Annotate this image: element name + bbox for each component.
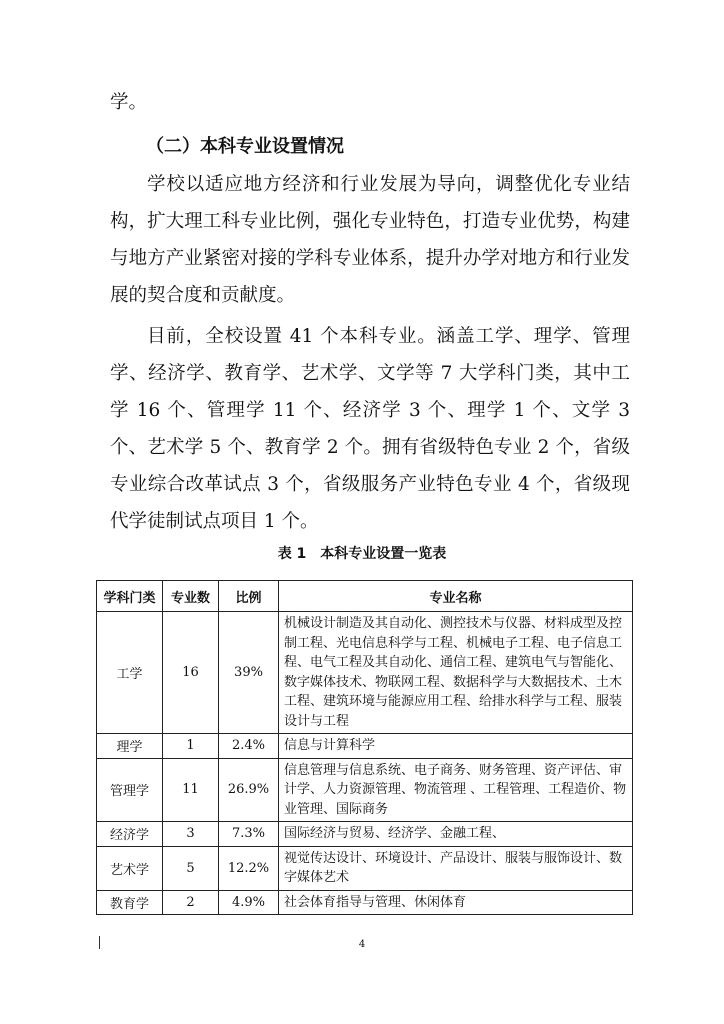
ratio-cell: 7.3% [219, 822, 279, 847]
table-row [97, 612, 633, 734]
count-cell: 2 [163, 890, 219, 915]
majors-cell: 机械设计制造及其自动化、测控技术与仪器、材料成型及控制工程、光电信息科学与工程、机械电子工程、电子信息工程、电气工程及其自动化、通信工程、建筑电气与智能化、数字媒体技术、物联网工程、数据科学与大数据技术、土木工程、建筑环境与能源应用工程、给排水科学与工程、服装设计与工程 [279, 612, 633, 734]
count-cell: 1 [163, 734, 219, 759]
ratio-cell: 39% [219, 612, 279, 734]
paragraph-current-majors: 目前，全校设置 41 个本科专业。涵盖工学、理学、管理学、经济学、教育学、艺术学、文学等 7 大学科门类，其中工学 16 个、管理学 11 个、经济学 3 个、理学 1 个、文学 3 个、艺术学 5 个、教育学 2 个。拥有省级特色专业 2 个，省级专业综合改革试点 3 个，省级服务产业特色专业 4 个，省级现代学徒制试点项目 1 个。 [110, 326, 630, 532]
count-cell: 5 [163, 846, 219, 890]
table-caption: 表 1 本科专业设置一览表 [277, 546, 447, 562]
majors-cell: 社会体育指导与管理、休闲体育 [279, 890, 633, 915]
category-cell: 工学 [97, 612, 163, 734]
header-majors: 专业名称 [279, 581, 633, 612]
count-cell: 16 [163, 612, 219, 734]
majors-cell: 信息与计算科学 [279, 734, 633, 759]
majors-cell: 视觉传达设计、环境设计、产品设计、服装与服饰设计、数字媒体艺术 [279, 846, 633, 890]
category-cell: 管理学 [97, 758, 163, 822]
table-row [97, 758, 633, 822]
majors-cell: 国际经济与贸易、经济学、金融工程、 [279, 822, 633, 847]
ratio-cell: 12.2% [219, 846, 279, 890]
ratio-cell: 2.4% [219, 734, 279, 759]
category-cell: 理学 [97, 734, 163, 759]
paragraph-orientation: 学校以适应地方经济和行业发展为导向，调整优化专业结构，扩大理工科专业比例，强化专业特色，打造专业优势，构建与地方产业紧密对接的学科专业体系，提升办学对地方和行业发展的契合度和贡献度。 [110, 174, 630, 306]
page-number: 4 [358, 939, 366, 950]
ratio-cell: 26.9% [219, 758, 279, 822]
majors-table [96, 580, 633, 915]
count-cell: 11 [163, 758, 219, 822]
section-heading: （二）本科专业设置情况 [146, 136, 344, 157]
table-header-row [97, 581, 633, 612]
majors-cell: 信息管理与信息系统、电子商务、财务管理、资产评估、审计学、人力资源管理、物流管理 、工程管理、工程造价、物业管理、国际商务 [279, 758, 633, 822]
table-row [97, 890, 633, 915]
table-row [97, 822, 633, 847]
header-count: 专业数 [163, 581, 219, 612]
count-cell: 3 [163, 822, 219, 847]
category-cell: 经济学 [97, 822, 163, 847]
category-cell: 艺术学 [97, 846, 163, 890]
table-row [97, 734, 633, 759]
ratio-cell: 4.9% [219, 890, 279, 915]
header-ratio: 比例 [219, 581, 279, 612]
table-row [97, 846, 633, 890]
category-cell: 教育学 [97, 890, 163, 915]
header-category: 学科门类 [97, 581, 163, 612]
paragraph-continuation: 学。 [110, 92, 148, 113]
